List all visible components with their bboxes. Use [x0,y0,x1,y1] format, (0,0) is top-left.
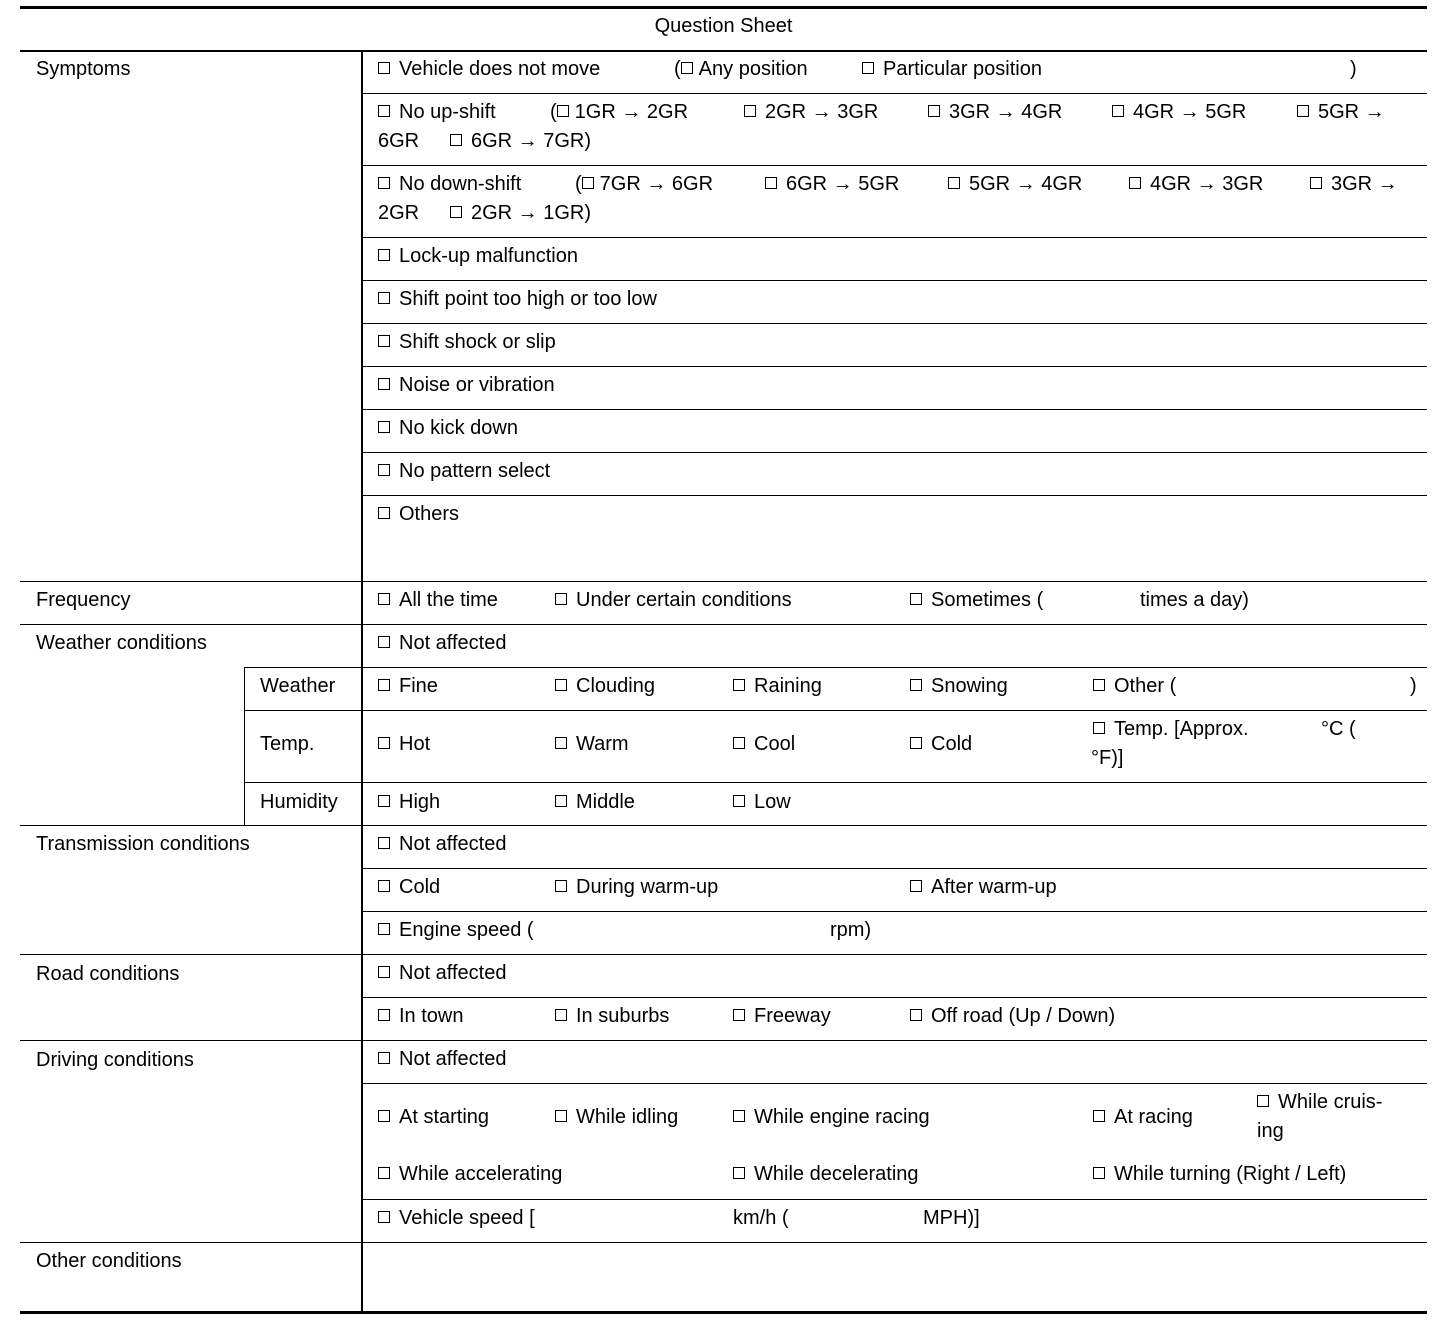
option-label: During warm-up [576,876,719,898]
checkbox[interactable] [450,134,462,146]
checkbox[interactable] [733,737,745,749]
option-low[interactable] [733,788,791,817]
option-warm[interactable] [555,730,629,759]
checkbox[interactable] [378,292,390,304]
option-label: Cool [754,733,796,755]
option-up-3-4[interactable] [928,98,1062,127]
option-label: No pattern select [399,460,551,482]
question-sheet [20,0,1427,1336]
option-label: Not affected [399,962,507,984]
checkbox[interactable] [744,105,756,117]
checkbox[interactable] [733,1110,745,1122]
option-label: 3GR → 4GR [949,101,1063,123]
divider [362,1199,1427,1200]
option-label: No down-shift [399,173,522,195]
option-label: 6GR → 5GR [786,173,900,195]
divider [362,911,1427,912]
divider [362,997,1427,998]
temp-fahrenheit-text: °F)] [1091,747,1124,769]
option-label: Not affected [399,632,507,654]
option-other-weather[interactable] [1093,672,1176,701]
times-a-day-text: times a day) [1140,589,1249,611]
rpm-text: rpm) [830,919,872,941]
option-cool[interactable] [733,730,795,759]
option-label: High [399,791,441,813]
checkbox[interactable] [378,880,390,892]
option-label: Others [399,503,460,525]
option-label: After warm-up [931,876,1057,898]
checkbox[interactable] [378,636,390,648]
checkbox[interactable] [1093,1167,1105,1179]
checkbox[interactable] [378,1211,390,1223]
option-down-6-5[interactable] [765,170,899,199]
option-label: Vehicle speed [ [399,1207,535,1229]
checkbox[interactable] [378,421,390,433]
option-label: Under certain conditions [576,589,792,611]
option-no-upshift[interactable] [378,98,496,127]
checkbox[interactable] [1093,679,1105,691]
option-label: Vehicle does not move [399,58,601,80]
option-label: 4GR → 3GR [1150,173,1264,195]
option-cold[interactable] [910,730,972,759]
option-cruising[interactable] [1257,1088,1382,1117]
driving-conditions-label: Driving conditions [36,1049,194,1071]
divider [244,710,1427,711]
divider [244,667,1427,668]
option-shift-shock[interactable] [378,328,556,357]
checkbox[interactable] [910,737,922,749]
divider [362,93,1427,94]
checkbox[interactable] [555,1110,567,1122]
checkbox[interactable] [582,177,594,189]
humidity-sub-label: Humidity [260,791,338,813]
option-warmup[interactable] [555,873,718,902]
option-label: While decelerating [754,1163,919,1185]
divider [362,366,1427,367]
divider [362,495,1427,496]
option-label: While idling [576,1106,679,1128]
option-down-2-1[interactable] [450,199,591,228]
option-down-7-6[interactable] [575,170,713,199]
option-label: Clouding [576,675,655,697]
divider [362,165,1427,166]
option-road-not-affected[interactable] [378,959,506,988]
checkbox[interactable] [378,335,390,347]
option-up-5-6-cont: 6GR [378,130,420,152]
option-driving-not-affected[interactable] [378,1045,506,1074]
paren: ( [550,101,557,123]
checkbox[interactable] [555,593,567,605]
frequency-label: Frequency [36,589,131,611]
option-transmission-not-affected[interactable] [378,830,506,859]
option-kick-down[interactable] [378,414,518,443]
option-label: While turning (Right / Left) [1114,1163,1347,1185]
option-label: 3GR → [1331,173,1398,195]
divider [362,1083,1427,1084]
divider [20,1242,1427,1243]
option-label: Temp. [Approx. [1114,718,1249,740]
option-label: Fine [399,675,438,697]
divider [362,237,1427,238]
divider [20,825,1427,826]
option-label: 1GR → 2GR [574,101,689,123]
mph-text: MPH)] [923,1207,980,1229]
option-label: Other ( [1114,675,1177,697]
symptoms-label: Symptoms [36,58,131,80]
other-conditions-label: Other conditions [36,1250,182,1272]
checkbox[interactable] [378,177,390,189]
option-label: 2GR → 1GR) [471,202,592,224]
paren-close: ) [1350,58,1357,80]
option-label: Shift point too high or too low [399,288,657,310]
checkbox[interactable] [378,1110,390,1122]
checkbox[interactable] [378,1052,390,1064]
checkbox[interactable] [555,737,567,749]
option-up-6-7[interactable] [450,127,591,156]
paren: ( [674,58,681,80]
option-in-town[interactable] [378,1002,463,1031]
divider [20,624,1427,625]
temp-celsius-text: °C ( [1321,718,1356,740]
checkbox[interactable] [378,966,390,978]
divider [362,409,1427,410]
option-idling[interactable] [555,1103,678,1132]
divider [20,50,1427,52]
option-label: 6GR → 7GR) [471,130,592,152]
checkbox[interactable] [378,464,390,476]
checkbox[interactable] [378,1009,390,1021]
option-high[interactable] [378,788,440,817]
option-decelerating[interactable] [733,1160,919,1189]
option-lockup[interactable] [378,242,578,271]
divider [362,280,1427,281]
divider [362,868,1427,869]
divider [362,452,1427,453]
checkbox[interactable] [733,1009,745,1021]
option-any-position[interactable] [674,55,808,84]
option-vehicle-not-move[interactable] [378,55,600,84]
checkbox[interactable] [378,105,390,117]
option-at-racing[interactable] [1093,1103,1193,1132]
option-transmission-cold[interactable] [378,873,440,902]
checkbox[interactable] [948,177,960,189]
option-down-5-4[interactable] [948,170,1082,199]
option-all-time[interactable] [378,586,498,615]
divider [20,581,1427,582]
option-certain-conditions[interactable] [555,586,792,615]
weather-sub-label: Weather [260,675,336,697]
option-label: At starting [399,1106,490,1128]
option-off-road[interactable] [910,1002,1115,1031]
subcolumn-divider [244,667,245,826]
option-label: Sometimes ( [931,589,1044,611]
option-label: Any position [698,58,808,80]
checkbox[interactable] [1297,105,1309,117]
paren-close: ) [1410,675,1417,697]
temp-sub-label: Temp. [260,733,315,755]
kmh-text: km/h ( [733,1207,789,1229]
checkbox[interactable] [378,1167,390,1179]
checkbox[interactable] [928,105,940,117]
checkbox[interactable] [557,105,569,117]
checkbox[interactable] [1257,1095,1269,1107]
option-label: 5GR → [1318,101,1385,123]
option-sometimes[interactable] [910,586,1043,615]
option-label: Engine speed ( [399,919,534,941]
divider [244,782,1427,783]
option-others[interactable] [378,500,459,529]
option-temp-approx[interactable] [1093,715,1249,744]
option-engine-racing[interactable] [733,1103,930,1132]
checkbox[interactable] [733,1167,745,1179]
option-label: All the time [399,589,498,611]
option-fine[interactable] [378,672,438,701]
checkbox[interactable] [1093,1110,1105,1122]
checkbox[interactable] [765,177,777,189]
option-in-suburbs[interactable] [555,1002,669,1031]
option-noise[interactable] [378,371,555,400]
option-down-3-2-cont: 2GR [378,202,420,224]
checkbox[interactable] [733,679,745,691]
road-conditions-label: Road conditions [36,963,180,985]
option-up-4-5[interactable] [1112,98,1246,127]
checkbox[interactable] [910,880,922,892]
option-hot[interactable] [378,730,430,759]
column-divider [361,51,363,1312]
option-middle[interactable] [555,788,635,817]
weather-conditions-label: Weather conditions [36,632,207,654]
option-label: Not affected [399,1048,507,1070]
option-shift-point[interactable] [378,285,657,314]
option-up-5-6[interactable] [1297,98,1385,127]
option-label: While accelerating [399,1163,563,1185]
option-no-downshift[interactable] [378,170,521,199]
checkbox[interactable] [555,880,567,892]
option-engine-speed[interactable] [378,916,534,945]
checkbox[interactable] [1129,177,1141,189]
option-down-3-2[interactable] [1310,170,1398,199]
checkbox[interactable] [378,378,390,390]
option-label: 2GR → 3GR [765,101,879,123]
option-label: Lock-up malfunction [399,245,578,267]
checkbox[interactable] [681,62,693,74]
option-label: Raining [754,675,822,697]
checkbox[interactable] [378,737,390,749]
checkbox[interactable] [910,1009,922,1021]
option-up-2-3[interactable] [744,98,878,127]
option-label: Freeway [754,1005,831,1027]
checkbox[interactable] [910,593,922,605]
sheet-title: Question Sheet [654,15,793,37]
checkbox[interactable] [555,679,567,691]
option-pattern-select[interactable] [378,457,550,486]
paren: ( [575,173,582,195]
option-label: Noise or vibration [399,374,555,396]
option-down-4-3[interactable] [1129,170,1263,199]
option-particular-position[interactable] [862,55,1042,84]
checkbox[interactable] [1310,177,1322,189]
option-label: 4GR → 5GR [1133,101,1247,123]
divider [20,1040,1427,1041]
option-label: 5GR → 4GR [969,173,1083,195]
option-label: Low [754,791,791,813]
option-weather-not-affected[interactable] [378,629,506,658]
option-label: Cold [931,733,973,755]
option-label: At racing [1114,1106,1193,1128]
checkbox[interactable] [1093,722,1105,734]
option-at-starting[interactable] [378,1103,489,1132]
checkbox[interactable] [450,206,462,218]
option-label: Snowing [931,675,1008,697]
option-turning[interactable] [1093,1160,1346,1189]
option-label: Middle [576,791,635,813]
option-label: Cold [399,876,441,898]
option-vehicle-speed[interactable] [378,1204,535,1233]
option-label: Not affected [399,833,507,855]
option-label: Particular position [883,58,1042,80]
option-label: In suburbs [576,1005,670,1027]
checkbox[interactable] [1112,105,1124,117]
checkbox[interactable] [378,795,390,807]
checkbox[interactable] [378,62,390,74]
checkbox[interactable] [555,795,567,807]
option-label: Hot [399,733,431,755]
option-after-warmup[interactable] [910,873,1057,902]
checkbox[interactable] [378,249,390,261]
divider [20,954,1427,955]
checkbox[interactable] [378,593,390,605]
checkbox[interactable] [733,795,745,807]
transmission-conditions-label: Transmission conditions [36,833,250,855]
option-label: Shift shock or slip [399,331,556,353]
checkbox[interactable] [378,837,390,849]
divider [362,323,1427,324]
checkbox[interactable] [378,507,390,519]
option-label: No up-shift [399,101,496,123]
checkbox[interactable] [378,923,390,935]
option-freeway[interactable] [733,1002,831,1031]
option-raining[interactable] [733,672,822,701]
checkbox[interactable] [910,679,922,691]
option-label: Off road (Up / Down) [931,1005,1116,1027]
top-border [20,6,1427,9]
option-up-1-2[interactable] [550,98,688,127]
option-label: While engine racing [754,1106,930,1128]
option-snowing[interactable] [910,672,1008,701]
option-clouding[interactable] [555,672,655,701]
option-label: While cruis- [1278,1091,1383,1113]
checkbox[interactable] [862,62,874,74]
checkbox[interactable] [378,679,390,691]
bottom-border [20,1311,1427,1314]
option-accelerating[interactable] [378,1160,562,1189]
option-label: No kick down [399,417,518,439]
option-cruising-cont: ing [1257,1120,1284,1142]
option-label: In town [399,1005,464,1027]
checkbox[interactable] [555,1009,567,1021]
option-label: Warm [576,733,629,755]
option-label: 7GR → 6GR [599,173,714,195]
